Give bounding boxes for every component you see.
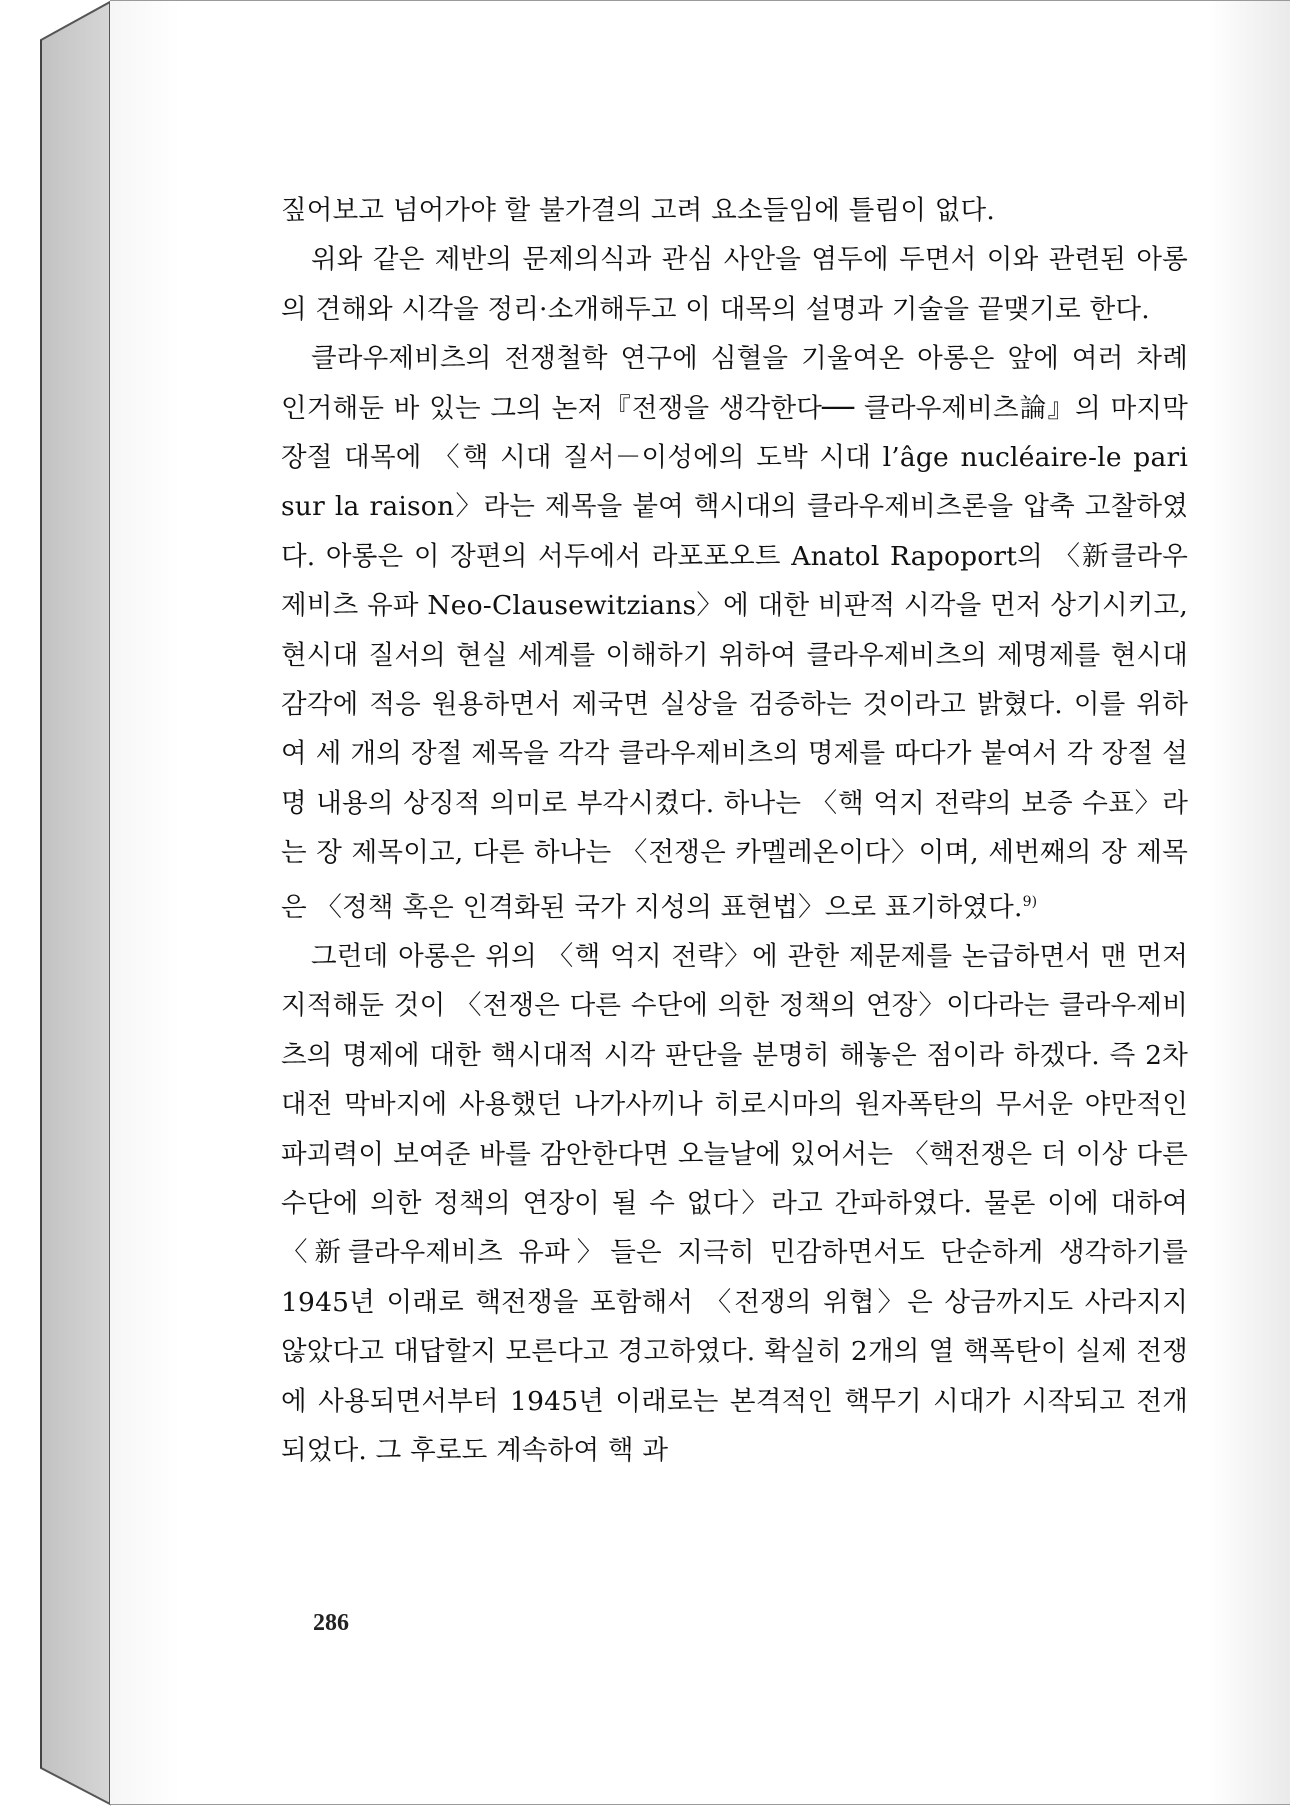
paragraph-1-text: 짚어보고 넘어가야 할 불가결의 고려 요소들임에 틀림이 없다. bbox=[281, 195, 995, 226]
paragraph-1 bbox=[281, 186, 1188, 235]
paragraph-4-text: 그런데 아롱은 위의 〈핵 억지 전략〉에 관한 제문제를 논급하면서 맨 먼저 지적해둔 것이 〈전쟁은 다른 수단에 의한 정책의 연장〉이다라는 클라우제비츠의 명제에 대한 핵시대적 시각 판단을 분명히 해놓은 점이라 하겠다. 즉 2차대전 막바지에 사용했던 나가사끼나 히로시마의 원자폭탄의 무서운 야만적인 파괴력이 보여준 바를 감안한다면 오늘날에 있어서는 〈핵전쟁은 더 이상 다른 수단에 의한 정책의 연장이 될 수 없다〉라고 간파하였다. 물론 이에 대하여 〈新클라우제비츠 유파〉들은 지극히 민감하면서도 단순하게 생각하기를 1945년 이래로 핵전쟁을 포함해서 〈전쟁의 위협〉은 상금까지도 사라지지 않았다고 대답할지 모른다고 경고하였다. 확실히 2개의 열 핵폭탄이 실제 전쟁에 사용되면서부터 1945년 이래로는 본격적인 핵무기 시대가 시작되고 전개되었다. 그 후로도 계속하여 핵 과 bbox=[281, 940, 1188, 1466]
paragraph-4 bbox=[281, 932, 1188, 1475]
paragraph-2-text: 위와 같은 제반의 문제의식과 관심 사안을 염두에 두면서 이와 관련된 아롱의 견해와 시각을 정리·소개해두고 이 대목의 설명과 기술을 끝맺기로 한다. bbox=[281, 244, 1188, 325]
paragraph-2 bbox=[281, 235, 1188, 334]
page-number: 286 bbox=[313, 1610, 349, 1636]
body-text bbox=[281, 186, 1188, 1475]
paragraph-3 bbox=[281, 334, 1188, 932]
footnote-ref: 9) bbox=[1022, 893, 1038, 910]
paragraph-3-text: 클라우제비츠의 전쟁철학 연구에 심혈을 기울여온 아롱은 앞에 여러 차례 인거해둔 바 있는 그의 논저『전쟁을 생각한다── 클라우제비츠論』의 마지막 장절 대목에 〈핵 시대 질서－이성에의 도박 시대 l’âge nucléaire-le pari sur la raison〉라는 제목을 붙여 핵시대의 클라우제비츠론을 압축 고찰하였다. 아롱은 이 장편의 서두에서 라포포오트 Anatol Rapoport의 〈新클라우제비츠 유파 Neo-Clausewitzians〉에 대한 비판적 시각을 먼저 상기시키고, 현시대 질서의 현실 세계를 이해하기 위하여 클라우제비츠의 제명제를 현시대 감각에 적응 원용하면서 제국면 실상을 검증하는 것이라고 밝혔다. 이를 위하여 세 개의 장절 제목을 각각 클라우제비츠의 명제를 따다가 붙여서 각 장절 설명 내용의 상징적 의미로 부각시켰다. 하나는 〈핵 억지 전략의 보증 수표〉라는 장 제목이고, 다른 하나는 〈전쟁은 카멜레온이다〉이며, 세번째의 장 제목은 〈정책 혹은 인격화된 국가 지성의 표현법〉으로 표기하였다. bbox=[281, 343, 1188, 923]
